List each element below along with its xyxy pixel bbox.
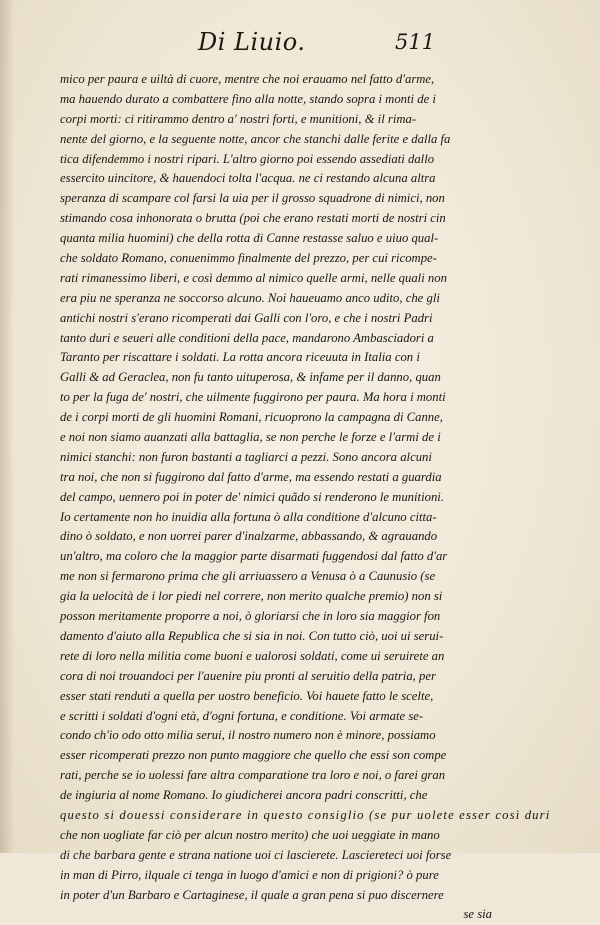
text-line: corpi morti: ci ritirammo dentro a' nostri forti, e munitioni, & il rima- bbox=[60, 111, 417, 126]
text-line: rati, perche se io uolessi fare altra comparatione tra loro e noi, o farei gran bbox=[60, 768, 446, 783]
text-line: antichi nostri s'erano ricomperati dai Galli con l'oro, e che i nostri Padri bbox=[60, 310, 433, 325]
text-line: cora di noi trouandoci per l'auenire piu pronti al seruitio della patria, per bbox=[60, 668, 436, 683]
text-line: Taranto per riscattare i soldati. La rotta ancora riceuuta in Italia con i bbox=[60, 350, 420, 365]
gutter-shadow bbox=[0, 0, 14, 853]
text-line: de ingiuria al nome Romano. Io giudicherei ancora padri conscritti, che bbox=[60, 788, 428, 803]
text-line: dino ò soldato, e non uorrei parer d'inalzarme, abbassando, & agrauando bbox=[60, 529, 438, 544]
text-line: che soldato Romano, conuenimmo finalmente del prezzo, per cui ricompe- bbox=[60, 251, 437, 266]
text-line: nimici stanchi: non furon bastanti a tagliarci a pezzi. Sono ancora alcuni bbox=[60, 449, 432, 464]
text-line: posson meritamente proporre a noi, ò gloriarsi che in loro sia maggior fon bbox=[60, 609, 441, 624]
text-line: ma hauendo durato a combattere fino alla notte, stando sopra i monti de i bbox=[60, 91, 436, 106]
body-text bbox=[60, 70, 550, 925]
text-line: e noi non siamo auanzati alla battaglia, se non perche le forze e l'armi de i bbox=[60, 430, 441, 445]
catchword: se sia bbox=[463, 907, 492, 922]
text-line: un'altro, ma coloro che la maggior parte disarmati fuggendosi dal fatto d'ar bbox=[60, 549, 448, 564]
text-line: condo ch'io odo otto milia serui, il nostro numero non è minore, possiamo bbox=[60, 728, 436, 743]
text-line: speranza di scampare col farsi la uia per il grosso squadrone di nimici, non bbox=[60, 191, 445, 206]
text-line: tra noi, che non si fuggirono dal fatto d'arme, ma essendo restati a guardia bbox=[60, 469, 442, 484]
text-line: questo si douessi considerare in questo consiglio (se pur uolete esser così duri bbox=[60, 807, 551, 822]
text-line: gia la uelocità de i lor piedi nel correre, non merito qualche premio) non si bbox=[60, 589, 443, 604]
text-line: quanta milia huomini) che della rotta di Canne restasse saluo e uiuo qual- bbox=[60, 231, 439, 246]
text-line: Galli & ad Geraclea, non fu tanto uituperosa, & infame per il danno, quan bbox=[60, 370, 441, 385]
text-line: essercito uincitore, & hauendoci tolta l'acqua. ne ci restando alcuna altra bbox=[60, 171, 436, 186]
text-line: di che barbara gente e strana natione uoi ci lascierete. Lasciereteci uoi forse bbox=[60, 847, 452, 862]
text-line: che non uogliate far ciò per alcun nostro merito) che uoi ueggiate in mano bbox=[60, 827, 440, 842]
running-title: Di Liuio. bbox=[198, 28, 306, 56]
text-line: del campo, uennero poi in poter de' nimici quãdo si renderono le munitioni. bbox=[60, 489, 444, 504]
text-line: me non si fermarono prima che gli arriuassero a Venusa ò a Caunusio (se bbox=[60, 569, 436, 584]
text-line: in poter d'un Barbaro e Cartaginese, il quale a gran pena si puo discernere bbox=[60, 887, 444, 902]
text-line: era piu ne speranza ne soccorso alcuno. Noi haueuamo anco udito, che gli bbox=[60, 290, 440, 305]
text-line: in man di Pirro, ilquale ci tenga in luogo d'amici e non di prigioni? ò pure bbox=[60, 867, 439, 882]
text-line: damento d'aiuto alla Republica che si sia in noi. Con tutto ciò, uoi ui serui- bbox=[60, 628, 444, 643]
text-line: Io certamente non ho inuidia alla fortuna ò alla conditione d'alcuno citta- bbox=[60, 509, 437, 524]
text-line: nente del giorno, e la seguente notte, ancor che stanchi dalle ferite e dalla fa bbox=[60, 131, 451, 146]
text-line: tica difendemmo i nostri ripari. L'altro giorno poi essendo assediati dallo bbox=[60, 151, 435, 166]
text-line: esser stati renduti a quella per uostro beneficio. Voi hauete fatto le scelte, bbox=[60, 688, 434, 703]
text-line: de i corpi morti de gli huomini Romani, ricuoprono la campagna di Canne, bbox=[60, 410, 443, 425]
text-line: esser ricomperati prezzo non punto maggiore che quello che essi son compe bbox=[60, 748, 447, 763]
page-number: 511 bbox=[395, 30, 436, 54]
page-header bbox=[0, 26, 600, 60]
text-line: tanto duri e seueri alle conditioni della pace, mandarono Ambasciadori a bbox=[60, 330, 434, 345]
text-line: mico per paura e uiltà di cuore, mentre che noi erauamo nel fatto d'arme, bbox=[60, 72, 435, 86]
text-line: e scritti i soldati d'ogni età, d'ogni fortuna, e conditione. Voi armate se- bbox=[60, 708, 424, 723]
text-line: rete di loro nella militia come buoni e ualorosi soldati, come ui seruirete an bbox=[60, 648, 445, 663]
text-line: stimando cosa inhonorata o brutta (poi che erano restati morti de nostri cin bbox=[60, 211, 446, 226]
text-line: rati rimanessimo liberi, e così demmo al nimico quelle armi, nelle quali non bbox=[60, 270, 447, 285]
text-line: to per la fuga de' nostri, che uilmente fuggirono per paura. Ma hora i monti bbox=[60, 390, 446, 405]
